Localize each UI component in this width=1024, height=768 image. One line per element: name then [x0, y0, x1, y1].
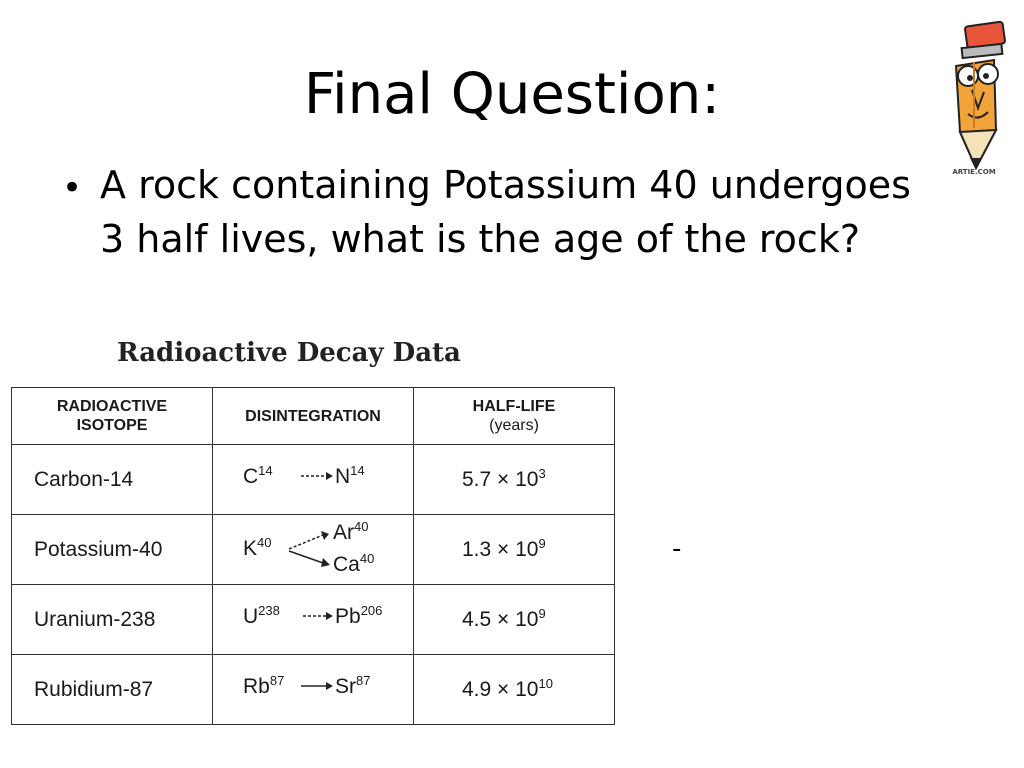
- product-symbol: Sr$^{87}$: [335, 673, 371, 698]
- table-header-row: [12, 388, 615, 445]
- parent-symbol: $K^{40}$: [243, 535, 272, 560]
- halflife-cell: $4.9 \times 10^{10}$: [414, 655, 615, 725]
- parent-symbol: $U^{238}$: [243, 603, 280, 628]
- header-isotope: [12, 388, 213, 445]
- parent-symbol: $C^{14}$: [243, 463, 273, 488]
- decay-data-table: [11, 387, 615, 725]
- parent-symbol: Rb$^{87}$: [243, 673, 285, 698]
- header-isotope-line2: ISOTOPE: [76, 417, 148, 434]
- decay-arrow-icon: [299, 679, 335, 693]
- table-row: [12, 585, 615, 655]
- pencil-character-icon: [938, 18, 1014, 182]
- isotope-cell: Rubidium-87: [12, 655, 213, 725]
- header-disintegration: DISINTEGRATION: [213, 388, 414, 445]
- branch-decay-arrow-icon: [287, 527, 333, 573]
- header-isotope-line1: RADIOACTIVE: [56, 398, 168, 415]
- table-row: [12, 515, 615, 585]
- isotope-cell: Carbon-14: [12, 445, 213, 515]
- table-row: [12, 445, 615, 515]
- stray-dash-mark: -: [672, 534, 682, 564]
- slide-title: Final Question:: [303, 62, 721, 127]
- table-caption: Radioactive Decay Data: [117, 338, 461, 368]
- disintegration-cell: [213, 585, 414, 655]
- decay-arrow-icon: [301, 609, 335, 623]
- decay-arrow-icon: [299, 469, 335, 483]
- isotope-cell: Uranium-238: [12, 585, 213, 655]
- bullet-marker: •: [62, 168, 83, 208]
- disintegration-cell: [213, 445, 414, 515]
- table-row: [12, 655, 615, 725]
- halflife-cell: $4.5 \times 10^9$: [414, 585, 615, 655]
- disintegration-cell: [213, 655, 414, 725]
- disintegration-cell: [213, 515, 414, 585]
- halflife-cell: $1.3 \times 10^9$: [414, 515, 615, 585]
- header-halflife-line1: HALF-LIFE: [472, 398, 556, 415]
- product-symbol: Ar$^{40}$: [333, 519, 369, 544]
- product-symbol: $N^{14}$: [335, 463, 365, 488]
- product-symbol: Pb$^{206}$: [335, 603, 383, 628]
- halflife-cell: $5.7 \times 10^3$: [414, 445, 615, 515]
- isotope-cell: Potassium-40: [12, 515, 213, 585]
- header-halflife-line2: (years): [489, 417, 539, 434]
- mascot-caption: ARTIE.COM: [952, 168, 996, 176]
- product-symbol: Ca$^{40}$: [333, 551, 375, 576]
- header-halflife: [414, 388, 615, 445]
- question-text: A rock containing Potassium 40 undergoes 3 half lives, what is the age of the rock?: [100, 163, 911, 261]
